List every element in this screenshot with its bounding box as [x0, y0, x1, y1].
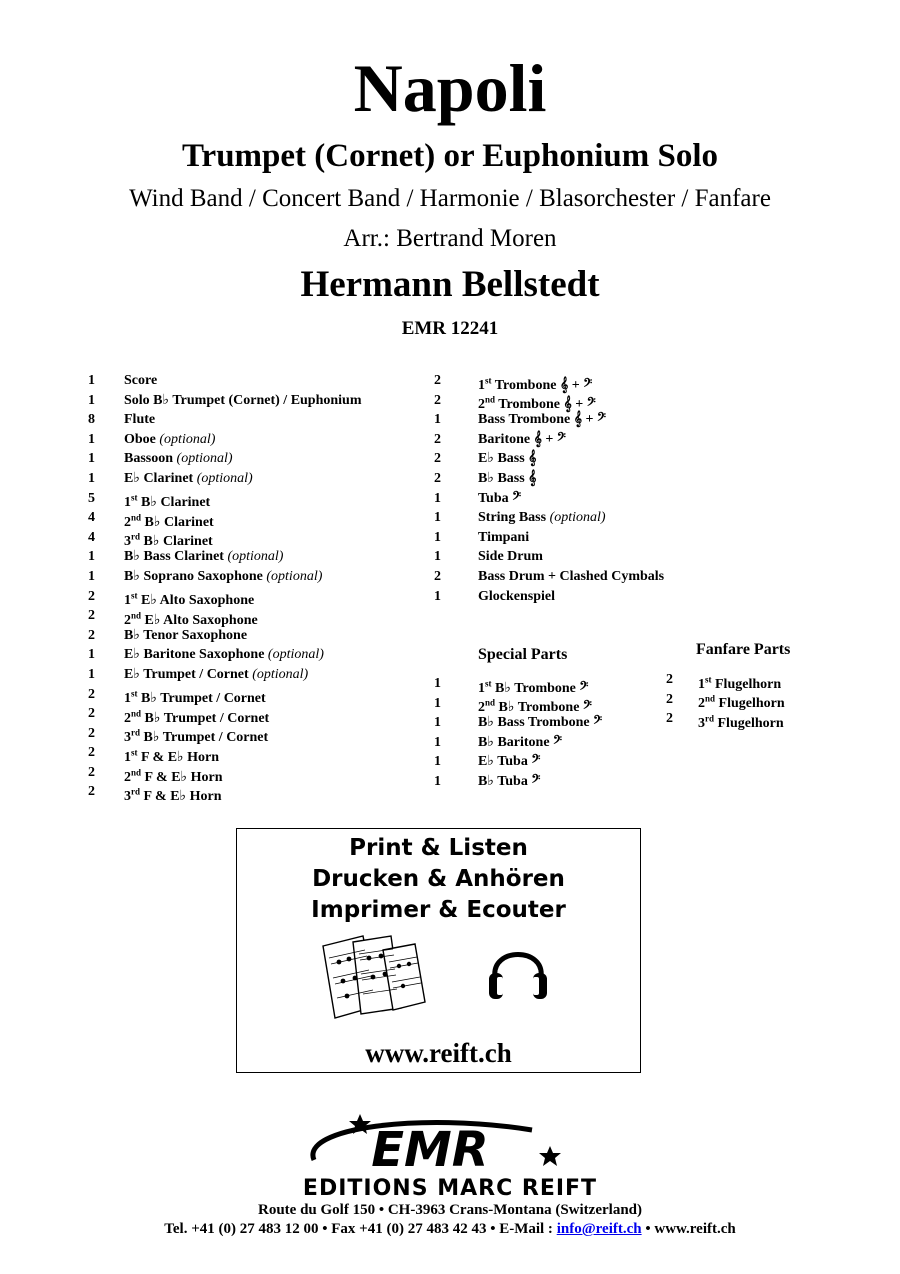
part-name: 1st Trombone 𝄞 + 𝄢	[478, 375, 593, 393]
print-box-line-de: Drucken & Anhören	[312, 866, 565, 892]
page-subtitle: Trumpet (Cornet) or Euphonium Solo	[182, 138, 718, 174]
part-name: E♭ Clarinet	[124, 470, 194, 486]
part-instrument	[124, 547, 283, 567]
part-quantity: 5	[88, 490, 95, 506]
part-name: Score	[124, 373, 158, 388]
part-quantity: 1	[434, 754, 441, 770]
part-row	[434, 449, 694, 469]
emr-logo	[300, 1108, 570, 1176]
part-name: 1st F & E♭ Horn	[124, 747, 220, 765]
part-quantity: 1	[88, 431, 95, 447]
part-instrument	[124, 469, 253, 489]
part-quantity: 2	[88, 686, 95, 702]
part-instrument	[478, 752, 540, 772]
part-row	[88, 704, 418, 724]
part-quantity: 2	[88, 745, 95, 761]
website-url[interactable]: www.reift.ch	[365, 1038, 512, 1068]
part-name: Timpani	[478, 529, 530, 545]
sheet-music-icon	[319, 932, 429, 1022]
part-quantity: 2	[88, 588, 95, 604]
part-quantity: 1	[88, 470, 95, 486]
part-quantity: 1	[434, 695, 441, 711]
part-row	[434, 567, 694, 587]
part-row	[434, 391, 694, 411]
part-quantity: 2	[434, 568, 441, 584]
part-row	[88, 547, 418, 567]
part-name: 2nd B♭ Clarinet	[124, 512, 214, 530]
part-quantity: 1	[434, 715, 441, 731]
part-optional-note: (optional)	[266, 568, 323, 584]
part-quantity: 2	[434, 470, 441, 486]
part-row	[434, 772, 654, 792]
part-instrument	[124, 782, 222, 806]
part-row	[666, 690, 866, 710]
part-name: B♭ Soprano Saxophone	[124, 568, 263, 584]
part-quantity: 2	[666, 672, 673, 687]
part-instrument	[124, 391, 362, 411]
print-box-line-en: Print & Listen	[349, 835, 528, 861]
fanfare-parts-heading: Fanfare Parts	[696, 641, 791, 658]
part-name: Baritone 𝄞 + 𝄢	[478, 431, 566, 447]
part-row	[434, 489, 694, 509]
part-quantity: 2	[666, 691, 673, 707]
part-quantity: 2	[88, 706, 95, 722]
part-quantity: 2	[88, 725, 95, 741]
part-name: 1st Flugelhorn	[698, 674, 782, 692]
part-row	[88, 469, 418, 489]
contact-phone-fax: Tel. +41 (0) 27 483 12 00 • Fax +41 (0) 27 483 42 43 • E-Mail :	[164, 1221, 557, 1237]
part-row	[88, 528, 418, 548]
part-quantity: 1	[434, 588, 441, 604]
publisher-address: Route du Golf 150 • CH-3963 Crans-Montana (Switzerland)	[258, 1202, 642, 1218]
part-quantity: 1	[434, 734, 441, 750]
part-optional-note: (optional)	[252, 666, 309, 682]
part-quantity: 4	[88, 510, 95, 526]
part-quantity: 2	[434, 431, 441, 447]
parts-list-right	[434, 371, 694, 606]
email-link[interactable]: info@reift.ch	[556, 1221, 642, 1237]
part-row	[434, 587, 694, 607]
part-quantity: 8	[88, 412, 95, 428]
page-title: Napoli	[353, 50, 547, 126]
part-quantity: 1	[434, 529, 441, 545]
part-instrument	[478, 469, 536, 489]
part-instrument	[478, 567, 664, 587]
part-name: E♭ Bass 𝄞	[478, 451, 537, 467]
part-name: String Bass	[478, 510, 547, 526]
part-quantity: 1	[434, 490, 441, 506]
part-quantity: 1	[434, 549, 441, 565]
part-optional-note: (optional)	[196, 470, 253, 486]
part-row	[88, 645, 418, 665]
part-instrument	[478, 508, 606, 528]
part-instrument	[478, 587, 555, 607]
part-quantity: 1	[434, 676, 441, 691]
part-quantity: 1	[88, 451, 95, 467]
part-instrument	[478, 733, 562, 753]
part-instrument	[124, 430, 215, 450]
part-row	[88, 391, 418, 411]
part-name: B♭ Bass Trombone 𝄢	[478, 715, 603, 731]
part-name: 3rd F & E♭ Horn	[124, 786, 222, 805]
part-row	[666, 670, 866, 690]
part-name: 2nd F & E♭ Horn	[124, 766, 223, 785]
part-quantity: 4	[88, 529, 95, 545]
part-quantity: 1	[434, 773, 441, 789]
arranger-line: Arr.: Bertrand Moren	[343, 225, 557, 252]
part-name: Flute	[124, 412, 156, 428]
part-name: Bassoon	[124, 451, 174, 467]
part-name: 1st B♭ Trumpet / Cornet	[124, 688, 266, 707]
part-name: Bass Drum + Clashed Cymbals	[478, 568, 665, 584]
part-instrument	[478, 772, 540, 792]
part-quantity: 2	[88, 784, 95, 800]
emr-logo-text: EMR	[371, 1122, 489, 1176]
part-name: B♭ Bass Clarinet	[124, 549, 224, 565]
composer-name: Hermann Bellstedt	[300, 264, 600, 305]
part-name: B♭ Tenor Saxophone	[124, 627, 248, 643]
part-quantity: 2	[434, 451, 441, 467]
part-row	[88, 430, 418, 450]
part-name: Bass Trombone 𝄞 + 𝄢	[478, 412, 606, 428]
part-instrument	[478, 449, 536, 469]
part-name: 2nd Trombone 𝄞 + 𝄢	[478, 394, 596, 413]
part-optional-note: (optional)	[549, 510, 606, 526]
part-row	[88, 743, 418, 763]
part-row	[434, 694, 654, 714]
part-name: B♭ Baritone 𝄢	[478, 734, 563, 750]
part-instrument	[124, 371, 157, 391]
publisher-name: EDITIONS MARC REIFT	[302, 1176, 598, 1201]
part-optional-note: (optional)	[227, 549, 284, 565]
part-row	[434, 713, 654, 733]
part-name: Glockenspiel	[478, 588, 556, 604]
part-instrument	[478, 547, 543, 567]
part-row	[88, 782, 418, 805]
contact-website: • www.reift.ch	[641, 1221, 736, 1237]
headphones-icon	[487, 937, 549, 1005]
part-row	[88, 587, 418, 607]
part-name: B♭ Tuba 𝄢	[478, 773, 541, 789]
part-quantity: 2	[434, 373, 441, 388]
part-instrument	[124, 626, 247, 646]
part-quantity: 1	[88, 549, 95, 565]
part-row	[434, 508, 694, 528]
part-name: 2nd Flugelhorn	[698, 693, 785, 712]
print-box-line-fr: Imprimer & Ecouter	[311, 897, 566, 923]
special-parts-list	[434, 674, 654, 792]
part-row	[434, 674, 654, 694]
part-instrument	[124, 665, 308, 685]
part-name: Oboe	[124, 431, 156, 447]
part-name: Side Drum	[478, 549, 543, 565]
part-name: 3rd B♭ Clarinet	[124, 531, 213, 550]
part-name: E♭ Baritone Saxophone	[124, 647, 265, 663]
part-name: B♭ Bass 𝄞	[478, 470, 537, 486]
part-quantity: 1	[88, 392, 95, 408]
part-instrument	[124, 567, 322, 587]
part-row	[88, 449, 418, 469]
part-optional-note: (optional)	[267, 647, 324, 663]
part-row	[434, 547, 694, 567]
part-quantity: 1	[88, 647, 95, 663]
part-row	[88, 763, 418, 783]
part-name: 3rd Flugelhorn	[698, 713, 784, 731]
part-row	[434, 469, 694, 489]
part-row	[434, 410, 694, 430]
part-instrument	[124, 449, 233, 469]
part-quantity: 1	[434, 412, 441, 428]
part-quantity: 2	[88, 627, 95, 643]
part-quantity: 1	[88, 373, 95, 388]
part-name: 2nd E♭ Alto Saxophone	[124, 610, 258, 628]
part-row	[88, 410, 418, 430]
part-row	[434, 752, 654, 772]
part-row	[434, 528, 694, 548]
part-instrument	[478, 430, 566, 450]
part-quantity: 2	[88, 608, 95, 624]
part-name: E♭ Trumpet / Cornet	[124, 666, 249, 682]
part-row	[666, 709, 866, 729]
part-row	[88, 371, 418, 391]
part-instrument	[478, 489, 521, 509]
part-quantity: 1	[88, 666, 95, 682]
part-name: 2nd B♭ Trombone 𝄢	[478, 697, 592, 716]
part-name: 1st B♭ Clarinet	[124, 492, 211, 511]
part-row	[88, 685, 418, 705]
part-row	[88, 508, 418, 528]
parts-list-left	[88, 371, 418, 805]
part-name: 3rd B♭ Trumpet / Cornet	[124, 727, 269, 746]
part-instrument	[124, 410, 155, 430]
part-instrument	[478, 528, 529, 548]
part-row	[88, 567, 418, 587]
part-quantity: 1	[88, 568, 95, 584]
part-quantity: 2	[434, 392, 441, 408]
ensemble-line: Wind Band / Concert Band / Harmonie / Blasorchester / Fanfare	[129, 185, 771, 212]
part-row	[434, 733, 654, 753]
print-listen-box	[236, 828, 641, 1073]
part-name: Solo B♭ Trumpet (Cornet) / Euphonium	[124, 392, 362, 408]
part-instrument	[698, 709, 784, 733]
part-optional-note: (optional)	[176, 451, 233, 467]
fanfare-parts-list	[666, 670, 866, 729]
part-row	[88, 724, 418, 744]
part-name: Tuba 𝄢	[478, 490, 522, 506]
part-optional-note: (optional)	[159, 431, 216, 447]
part-row	[88, 606, 418, 626]
special-parts-heading: Special Parts	[478, 646, 568, 663]
part-instrument	[478, 713, 602, 733]
part-name: E♭ Tuba 𝄢	[478, 754, 541, 770]
part-row	[434, 371, 694, 391]
part-name: 1st B♭ Trombone 𝄢	[478, 678, 589, 696]
part-quantity: 2	[88, 764, 95, 780]
part-name: 2nd B♭ Trumpet / Cornet	[124, 708, 270, 726]
catalog-number: EMR 12241	[401, 318, 499, 339]
part-quantity: 2	[666, 711, 673, 727]
part-row	[434, 430, 694, 450]
part-quantity: 1	[434, 510, 441, 526]
part-row	[88, 665, 418, 685]
part-name: 1st E♭ Alto Saxophone	[124, 590, 255, 609]
part-instrument	[478, 410, 606, 430]
part-row	[88, 626, 418, 646]
part-instrument	[124, 645, 324, 665]
part-row	[88, 489, 418, 509]
publisher-contact	[0, 1219, 900, 1239]
